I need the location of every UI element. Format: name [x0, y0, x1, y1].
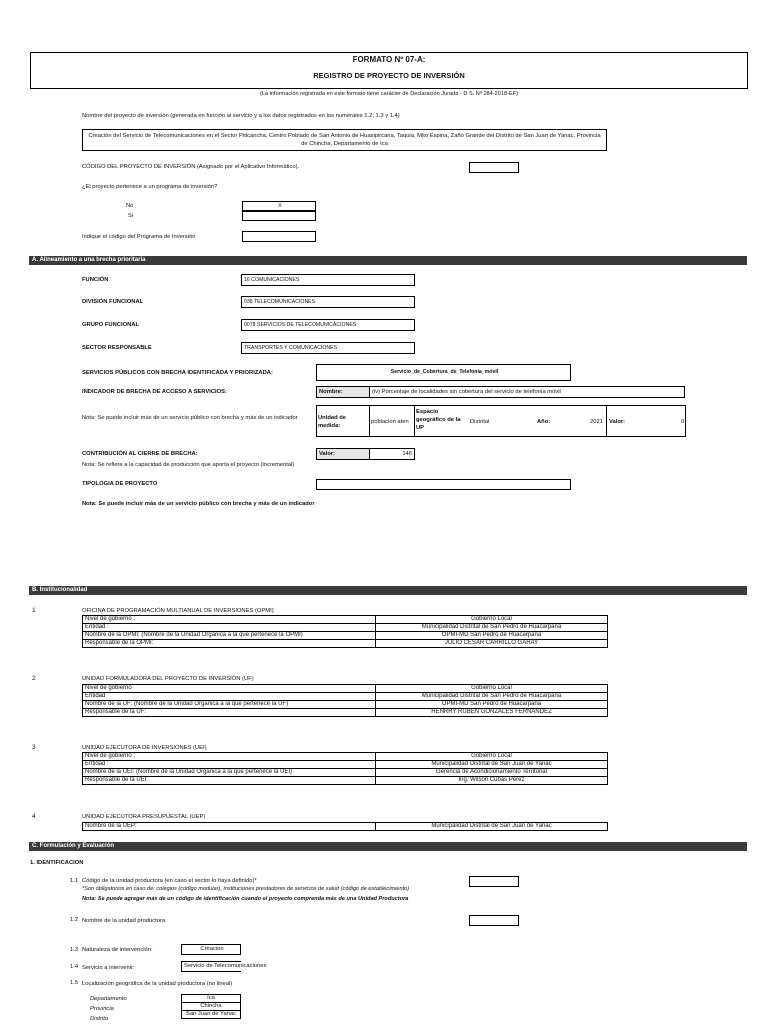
- nota-contribucion: Nota: Se refiere a la capacidad de producción que aporta el proyecto (incremental): [82, 462, 295, 468]
- block-1-number: 1: [32, 607, 36, 614]
- uei-table: [82, 752, 608, 785]
- row-value[interactable]: HENRRY RUBEN GONZALES FERNANDEZ: [376, 709, 608, 717]
- item-1-2-number: 1.2: [70, 917, 79, 923]
- table-row: [83, 624, 608, 632]
- row-label: Entidad :: [83, 761, 376, 769]
- servicios-label: SERVICIOS PÚBLICOS CON BRECHA IDENTIFICADA Y PRIORIZADA:: [82, 370, 273, 376]
- uep-table: [82, 822, 608, 831]
- row-value[interactable]: Municipalidad Distrital de San Pedro de Huacarpana: [376, 624, 608, 632]
- row-label: Entidad :: [83, 624, 376, 632]
- nota-servicio: Nota: Se puede incluir más de un servicio público con brecha y más de un indicador: [82, 501, 315, 507]
- no-checkbox[interactable]: X: [242, 201, 316, 211]
- division-field[interactable]: 038 TELECOMUNICACIONES: [241, 296, 415, 308]
- table-row: [83, 769, 608, 777]
- funcion-label: FUNCIÓN: [82, 277, 109, 283]
- table-row: [182, 1011, 241, 1019]
- nombre-up-label: Nombre de la unidad productora: [82, 918, 166, 924]
- block-4-heading: UNIDAD EJECUTORA PRESUPUESTAL (UEP): [82, 814, 206, 820]
- naturaleza-label: Naturaleza de intervención:: [82, 947, 153, 953]
- provincia-label: Provincia: [90, 1006, 114, 1012]
- distrito-value[interactable]: San Juan de Yanac: [182, 1011, 241, 1019]
- localizacion-table: [181, 994, 241, 1019]
- row-value[interactable]: Gobierno Local: [376, 753, 608, 761]
- row-label: Responsable de la OPMI:: [83, 640, 376, 648]
- codigo-up-note-2: Nota: Se puede agregar más de un código de identificación cuando el proyecto comprenda más de una Unidad Productora: [82, 896, 409, 902]
- contribucion-valor-label: Valor:: [316, 448, 370, 460]
- departamento-value[interactable]: Ica: [182, 995, 241, 1003]
- block-4-number: 4: [32, 813, 36, 820]
- opmi-table: [82, 615, 608, 648]
- project-name-field[interactable]: [82, 129, 607, 151]
- unidad-divider: [369, 405, 370, 437]
- project-code-input[interactable]: [469, 162, 519, 173]
- unidad-value: poblacion aten: [371, 419, 409, 425]
- project-name-label: Nombre del proyecto de inversión (generada en función al servicio y a los datos registrados en los numerales 1.2, 1.3 y 1.4): [82, 113, 400, 119]
- row-value[interactable]: Gobierno Local: [376, 616, 608, 624]
- identificacion-heading: 1. IDENTIFICACION: [30, 860, 84, 866]
- table-row: [83, 685, 608, 693]
- table-row: [83, 709, 608, 717]
- sector-field[interactable]: TRANSPORTES Y COMUNICACIONES: [241, 342, 415, 354]
- section-b-header: B. Institucionalidad: [29, 586, 747, 595]
- funcion-field[interactable]: 16 COMUNICACIONES: [241, 274, 415, 286]
- row-label: Entidad: [83, 693, 376, 701]
- servicio-field[interactable]: Servicio de Telecomunicaciones: [181, 961, 241, 972]
- section-c-header: C. Formulación y Evaluación: [29, 842, 747, 851]
- block-3-heading: UNIDAD EJECUTORA DE INVERSIONES (UEI): [82, 745, 207, 751]
- localizacion-label: Localización geográfica de la unidad productora (no lineal): [82, 981, 233, 987]
- codigo-up-note: *Son obligatorios en caso de: colegios (código modular), instituciones prestadores de servicios de salud (código de establecimiento): [82, 886, 410, 892]
- declaration-note: (La información registrada en este formato tiene carácter de Declaración Jurada - D.S. Nº 284-2018-EF): [260, 91, 518, 97]
- nombre-field[interactable]: (iv) Porcentaje de localidades sin cobertura del servicio de telefonía móvil: [369, 386, 685, 398]
- table-row: [83, 693, 608, 701]
- nombre-up-input[interactable]: [469, 915, 519, 926]
- grupo-field[interactable]: 0078 SERVICIOS DE TELECOMUNICACIONES: [241, 319, 415, 331]
- nota-indicador: Nota: Se puede incluir más de un servicio público con brecha y más de un indicador: [82, 415, 298, 421]
- program-code-input[interactable]: [242, 231, 316, 242]
- row-value[interactable]: Municipalidad Distrital de San Pedro de Huacarpana: [376, 693, 608, 701]
- unidad-label: Unidad de medida:: [318, 415, 347, 429]
- espacio-value: Distrital: [470, 419, 490, 425]
- form-title: FORMATO Nº 07-A:: [352, 55, 426, 64]
- table-row: [182, 1003, 241, 1011]
- row-value[interactable]: Gerencia de Acondicionamiento Territorial: [376, 769, 608, 777]
- row-label: Responsable de la UF:: [83, 709, 376, 717]
- indicador-label: INDICADOR DE BRECHA DE ACCESO A SERVICIOS:: [82, 389, 227, 395]
- row-label: Nombre de la UF: (Nombre de la Unidad Orgánica a la que pertenece la UF): [83, 701, 376, 709]
- table-row: [83, 616, 608, 624]
- table-row: [83, 753, 608, 761]
- distrito-label: Distrito: [90, 1016, 109, 1022]
- naturaleza-field[interactable]: Creacion: [181, 944, 241, 955]
- tipologia-label: TIPOLOGIA DE PROYECTO: [82, 481, 158, 487]
- table-row: [83, 777, 608, 785]
- nombre-label-cell: Nombre:: [316, 386, 370, 398]
- row-value[interactable]: JULIO CESAR CARRILLO GARAY: [376, 640, 608, 648]
- block-2-heading: UNIDAD FORMULADORA DEL PROYECTO DE INVERSIÓN (UF): [82, 676, 254, 682]
- row-value[interactable]: Ing. Wilson Cubas Pérez: [376, 777, 608, 785]
- si-checkbox[interactable]: [242, 211, 316, 221]
- item-1-4-number: 1.4: [70, 964, 79, 970]
- row-label: Nivel de gobierno: [83, 685, 376, 693]
- contribucion-label: CONTRIBUCIÓN AL CIERRE DE BRECHA:: [82, 451, 198, 457]
- row-value[interactable]: Municipalidad Distrital de San Juan de Yanac: [376, 761, 608, 769]
- division-label: DIVISIÓN FUNCIONAL: [82, 299, 144, 305]
- si-label: Si: [128, 213, 134, 219]
- table-row: [83, 823, 608, 831]
- row-label: Responsable de la UEI:: [83, 777, 376, 785]
- valor-divider: [606, 405, 607, 437]
- row-value[interactable]: Municipalidad Distrital de San Juan de Yanac: [376, 823, 608, 831]
- codigo-up-input[interactable]: [469, 876, 519, 887]
- row-value[interactable]: OPMI-MD San Pedro de Huacarpana: [376, 632, 608, 640]
- project-name-value: Creación del Servicio de Telecomunicaciones en el Sector Piticancha, Centro Poblado de San Antonio de Huasipircana, Taquia, Mito Espina, Zaño Grande del Distrito de San Juan de Yanac, Provincia de Chincha, Departamento de Ica: [88, 133, 601, 147]
- row-label: Nivel de gobierno :: [83, 753, 376, 761]
- program-code-label: Indique el código del Programa de Inversión: [82, 234, 196, 240]
- item-1-3-number: 1.3: [70, 947, 79, 953]
- no-label: No: [126, 203, 134, 209]
- item-1-1-number: 1.1: [70, 878, 79, 884]
- espacio-label: Espacio geográfico de la UP: [416, 409, 461, 431]
- row-label: Nombre de la UEI: (Nombre de la Unidad Orgánica a la que pertenece la UEI): [83, 769, 376, 777]
- table-row: [182, 995, 241, 1003]
- sector-label: SECTOR RESPONSABLE: [82, 345, 152, 351]
- provincia-value[interactable]: Chincha: [182, 1003, 241, 1011]
- row-label: Nombre de la OPMI: (Nombre de la Unidad Orgánica a la que pertenece la OPMI): [83, 632, 376, 640]
- departamento-label: Departamento: [90, 996, 127, 1002]
- anio-value: 2021: [590, 419, 603, 425]
- block-1-heading: OFICINA DE PROGRAMACIÓN MULTIANUAL DE INVERSIONES (OPMI): [82, 608, 274, 614]
- table-row: [83, 640, 608, 648]
- form-subtitle: REGISTRO DE PROYECTO DE INVERSIÓN: [313, 71, 465, 80]
- table-row: [83, 701, 608, 709]
- table-row: [83, 632, 608, 640]
- row-value[interactable]: OPMI-MD San Pedro de Huacarpana: [376, 701, 608, 709]
- block-3-number: 3: [32, 744, 36, 751]
- program-question: ¿El proyecto pertenece a un programa de inversión?: [82, 184, 218, 190]
- valor-value: 0: [681, 419, 685, 425]
- section-a-header: A. Alineamiento a una brecha prioritaria: [29, 256, 747, 265]
- row-label: Nivel de gobierno :: [83, 616, 376, 624]
- servicio-label: Servicio a intervenir:: [82, 965, 135, 971]
- block-2-number: 2: [32, 675, 36, 682]
- valor-label: Valor:: [609, 419, 626, 425]
- uf-table: [82, 684, 608, 717]
- tipologia-field[interactable]: [316, 479, 571, 490]
- codigo-up-label: Código de la unidad productora (en caso el sector lo haya definido)*: [82, 878, 257, 884]
- contribucion-field[interactable]: [369, 448, 415, 460]
- project-code-label: CÓDIGO DEL PROYECTO DE INVERSIÓN (Asignado por el Aplicativo Informático).: [82, 164, 300, 170]
- grupo-label: GRUPO FUNCIONAL: [82, 322, 140, 328]
- item-1-5-number: 1.5: [70, 980, 79, 986]
- espacio-divider: [414, 405, 415, 437]
- table-row: [83, 761, 608, 769]
- row-value[interactable]: Gobierno Local: [376, 685, 608, 693]
- anio-label: Año:: [537, 419, 551, 425]
- servicios-field[interactable]: Servicio_de_Cobertura_de_Telefonia_móvil: [316, 364, 571, 381]
- row-label: Nombre de la UEP:: [83, 823, 376, 831]
- contribucion-value: 146: [402, 451, 412, 457]
